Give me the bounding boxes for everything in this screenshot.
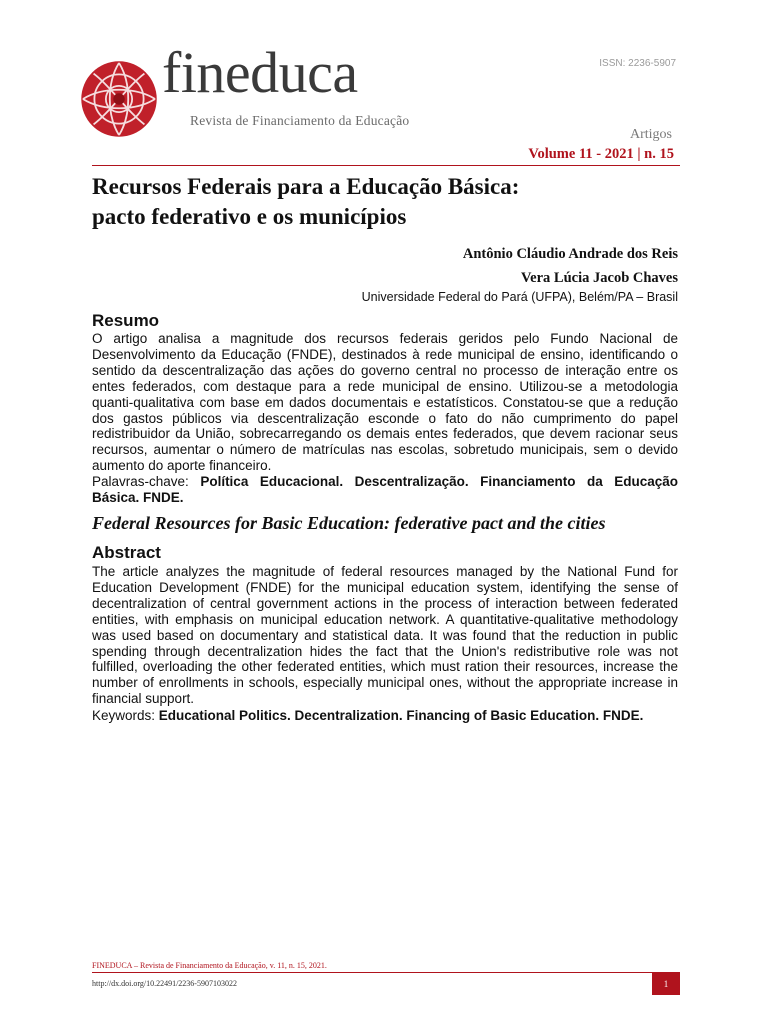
english-title: Federal Resources for Basic Education: federative pact and the cities: [92, 513, 606, 533]
author-2: Vera Lúcia Jacob Chaves: [521, 270, 678, 286]
footer-divider: [92, 972, 680, 973]
doi-link[interactable]: http://dx.doi.org/10.22491/2236-5907103022: [92, 979, 237, 988]
title-line-1: Recursos Federais para a Educação Básica:: [92, 174, 520, 199]
abstract-text: The article analyzes the magnitude of federal resources managed by the National Fund for Education Development (FNDE) for the municipal education system, identifying the sense of decentralization of central government actions in the process of interaction between federated entities, with emphasis on municipal education network. A quantitative-qualitative methodology was used based on documentary and statistical data. It was found that the reduction in public spending through decentralization hides the fact that the Union's redistributive role was not fulfilled, overloading the other federated entities, which must ration their resources, increase the number of enrollments in schools, especially municipal ones, without the appropriate increase in financial support.: [92, 564, 678, 707]
keywords-values: Educational Politics. Decentralization. Financing of Basic Education. FNDE.: [158, 708, 644, 723]
resumo-heading: Resumo: [92, 311, 160, 330]
keywords: [92, 708, 678, 724]
title-line-2: pacto federativo e os municípios: [92, 204, 407, 229]
resumo-text: O artigo analisa a magnitude dos recursos federais geridos pelo Fundo Nacional de Desenvolvimento da Educação (FNDE), destinados à rede municipal de ensino, identificando o sentido da descentralização das ações do governo central no processo de interação entre os entes federados, com destaque para a rede municipal de ensino. Utilizou-se a metodologia quanti-qualitativa com base em dados documentais e estatísticos. Constatou-se que a redução dos gastos públicos via descentralização esconde o fato do não cumprimento do papel redistribuidor da União, sobrecarregando os demais entes federados, que devem racionar seus recursos, aumentar o número de matrículas nas escolas, sobretudo municipais, sem o devido aumento do aporte financeiro.: [92, 331, 678, 474]
author-1: Antônio Cláudio Andrade dos Reis: [462, 246, 678, 262]
issn-label: ISSN: 2236-5907: [599, 58, 676, 69]
page-number: 1: [652, 973, 680, 995]
palavras-chave-values: Política Educacional. Descentralização. Financiamento da Educação Básica. FNDE.: [92, 474, 678, 505]
volume-label: Volume 11 - 2021 | n. 15: [528, 146, 674, 162]
article-title: [92, 172, 692, 232]
logo-wordmark: fineduca: [162, 40, 358, 105]
fineduca-logo-icon: [78, 58, 160, 140]
logo-subtitle: Revista de Financiamento da Educação: [190, 113, 410, 128]
affiliation: Universidade Federal do Pará (UFPA), Belém/PA – Brasil: [361, 290, 678, 304]
palavras-chave-label: Palavras-chave:: [92, 474, 201, 489]
section-label: Artigos: [630, 127, 672, 142]
abstract-heading: Abstract: [92, 543, 161, 562]
keywords-label: Keywords:: [92, 708, 159, 723]
palavras-chave: [92, 474, 678, 506]
footer-reference: FINEDUCA – Revista de Financiamento da Educação, v. 11, n. 15, 2021.: [92, 961, 327, 970]
header-divider: [92, 165, 680, 166]
